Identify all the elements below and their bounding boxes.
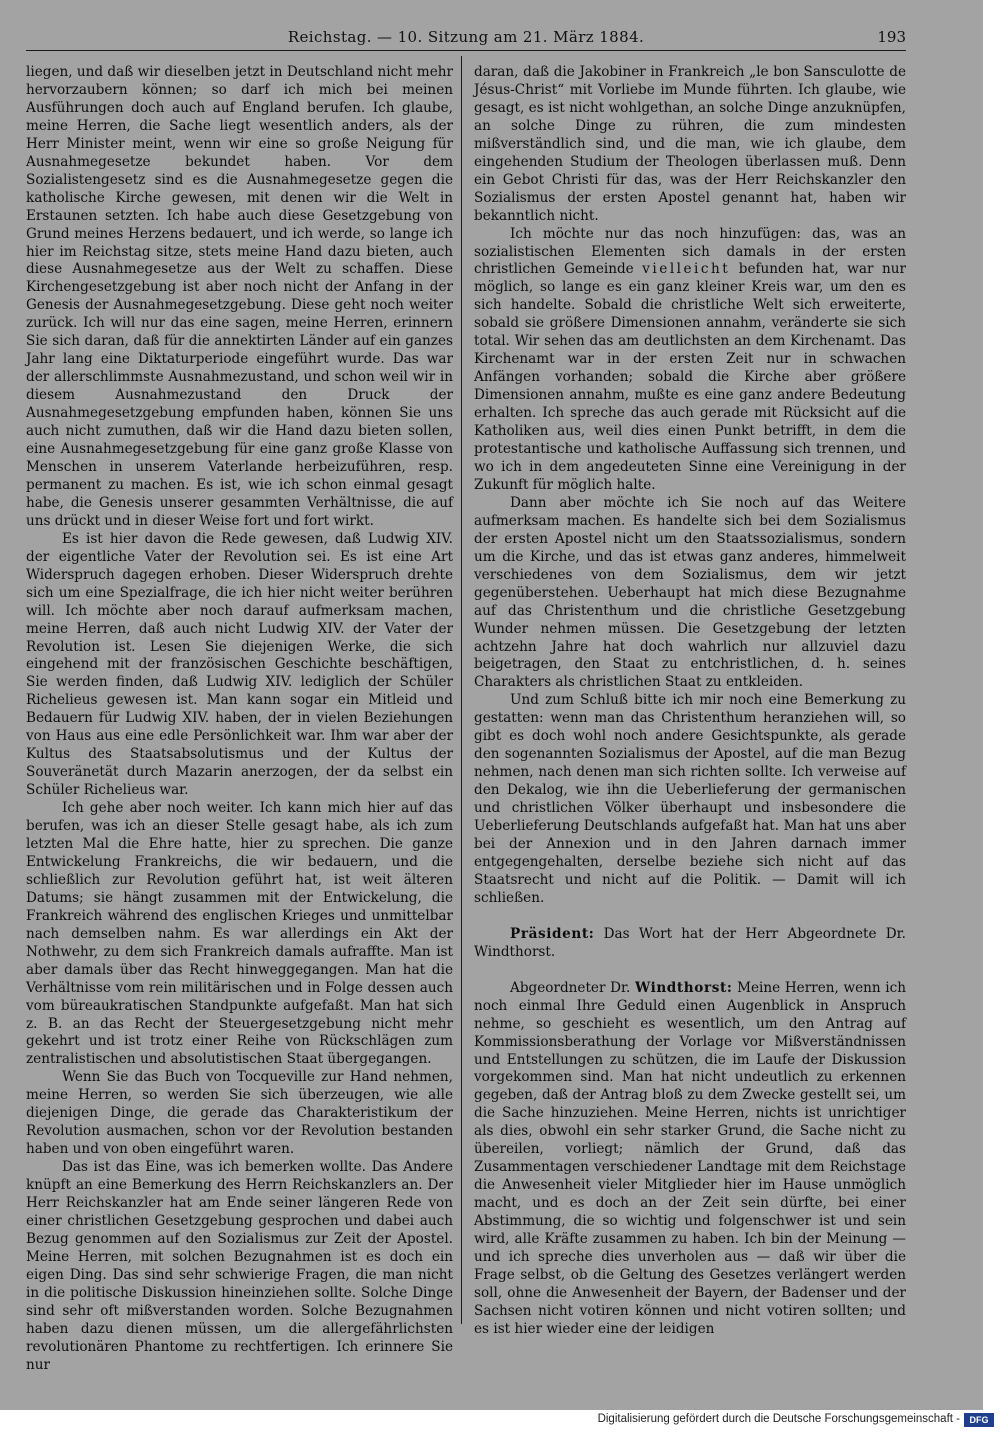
windthorst-speech [474,980,906,1339]
footer-bar [0,1410,1000,1432]
paragraph-text: befunden hat, war nur möglich, so lange es ein ganz kleiner Kreis war, um den es sich handelte. Sobald die christliche Welt sich erweiterte, sobald sie größere Dimensionen annahm, veränderte sie sich total. Wir sehen das am deutlichsten an dem Kirchenamt. Das Kirchenamt war in der ersten Zeit nur in schwachen Anfängen vorhanden; sobald die Kirche aber größere Dimensionen annahm, mußte es eine ganz andere Bedeutung erhalten. Ich spreche das auch gerade mit Rücksicht auf die Katholiken aus, weil dies einen Punkt betrifft, in dem die protestantische und katholische Auffassung sich trennen, und wo ich in dem angedeuteten Sinne eine Vereinigung in der Zukunft für möglich halte. [474,261,906,493]
scan-edge [983,0,1000,1410]
speaker-title: Abgeordneter Dr. [510,979,635,996]
president-statement [474,926,906,962]
speaker-name: Windthorst: [634,979,733,996]
page-number: 193 [877,28,906,46]
speech-text: Meine Herren, wenn ich noch einmal Ihre Geduld einen Augenblick in Anspruch nehme, so geschieht es wesentlich, um den Antrag auf Kommissionsberathung der Vorlage vor Mißverständnissen und Entstellungen zu schützen, die im Laufe der Diskussion vorgekommen sind. Man hat nicht undeutlich zu erkennen gegeben, daß der Antrag bloß zu dem Zwecke gestellt sei, um die Sache hinzuziehen. Meine Herren, nichts ist unrichtiger als dies, obwohl ein sehr starker Grund, die Sache nicht zu übereilen, vorliegt; nämlich der Grund, daß das Zusammentagen verschiedener Landtage mit dem Reichstage die Anwesenheit vieler Mitglieder hier im Hause unmöglich macht, und es doch an der Zeit sein dürfte, bei einer Abstimmung, die so wichtig und folgenschwer ist und sein wird, alle Kräfte zusammen zu haben. Ich bin der Meinung — und ich spreche dies unverholen aus — daß wir über die Frage selbst, ob die Geltung des Gesetzes verlängert werden soll, ohne die Anwesenheit der Bayern, der Badenser und der Sachsen nicht votiren können und nicht votiren sollten; und es ist hier wieder eine der leidigen [474,979,906,1337]
emphasized-word: vielleicht [642,261,731,278]
paragraph [474,226,906,495]
paragraph: Dann aber möchte ich Sie noch auf das Weitere aufmerksam machen. Es handelte sich bei dem Sozialismus der ersten Apostel nicht um den Staatssozialismus, sondern um die Kirche, und das ist etwas ganz anderes, himmelweit verschiedenes von dem Sozialismus, dem wir jetzt gegenüberstehen. Ueberhaupt hat mich diese Bezugnahme auf das Christenthum und die christliche Gesetzgebung Wunder nehmen müssen. Die Gesetzgebung der letzten achtzehn Jahre hat doch wahrlich nur allzuviel dazu beigetragen, den Staat zu entchristlichen, d. h. seines Charakters als christlichen Staat zu entkleiden. [474,494,906,691]
paragraph: Wenn Sie das Buch von Tocqueville zur Hand nehmen, meine Herren, so werden Sie sich überzeugen, wie alle diejenigen Dinge, die gerade das Charakteristikum der Revolution ausmachen, schon vor der Revolution bestanden haben und von oben eingeführt waren. [26,1069,453,1158]
paragraph: Und zum Schluß bitte ich mir noch eine Bemerkung zu gestatten: wenn man das Christenthum heranziehen will, so gibt es doch wohl noch andere Gesichtspunkte, als gerade den sogenannten Sozialismus der Apostel, auf die man Bezug nehmen, nach denen man sich richten sollte. Ich verweise auf den Dekalog, wie ihn die Ueberlieferung der germanischen und christlichen Völker überhaupt und insbesondere die Ueberlieferung Deutschlands aufgefaßt hat. Man hat uns aber bei der Annexion und in den Jahren darnach immer entgegengehalten, derselbe beziehe sich nicht auf das Staatsrecht und nicht auf die Politik. — Damit will ich schließen. [474,692,906,906]
header-rule [26,50,906,51]
page-header [26,28,906,50]
running-title: Reichstag. — 10. Sitzung am 21. März 1884. [287,28,645,46]
paragraph-text: Ich möchte nur das noch hinzufügen: das, was an sozialistischen Elementen sich damals in der ersten christlichen Gemeinde [474,225,906,278]
speaker-label: Präsident: [510,925,595,942]
left-column [26,64,453,1375]
statement-text: Das Wort hat der Herr Abgeordnete Dr. Windthorst. [474,925,906,960]
paragraph: Ich gehe aber noch weiter. Ich kann mich hier auf das berufen, was ich an dieser Stelle gesagt habe, als ich zum letzten Mal die Ehre hatte, hier zu sprechen. Die ganze Entwickelung Frankreichs, die wir bedauern, und die schließlich zur Revolution geführt hat, ist weit älteren Datums; sie hängt zusammen mit der Entwickelung, die Frankreich während des englischen Krieges und unmittelbar nach demselben nahm. Es war allerdings ein Akt der Nothwehr, zu dem sich Frankreich damals aufraffte. Man ist aber damals über das Recht hinweggegangen. Man hat die Verhältnisse vom rein militärischen und in Folge dessen auch vom büreaukratischen Standpunkte aufgefaßt. Man hat sich z. B. an das Recht der Steuergesetzgebung nicht mehr gekehrt und ist trotz einer Reihe von Rückschlägen zum zentralistischen und absolutistischen Staat übergegangen. [26,800,453,1068]
paragraph: Es ist hier davon die Rede gewesen, daß Ludwig XIV. der eigentliche Vater der Revolution sei. Es ist eine Art Widerspruch dagegen erhoben. Dieser Widerspruch drehte sich um eine Spezialfrage, die ich hier nicht weiter berühren will. Ich möchte aber noch darauf aufmerksam machen, meine Herren, daß auch nicht Ludwig XIV. der Vater der Revolution ist. Lesen Sie diejenigen Werke, die sich eingehend mit der französischen Geschichte beschäftigen, Sie werden finden, daß Ludwig XIV. lediglich der Schüler Richelieus gewesen ist. Man kann sogar ein Mitleid und Bedauern für Ludwig XIV. haben, der in vielen Beziehungen von Haus aus eine edle Persönlichkeit war. Ihm war aber der Kultus des Staatsabsolutismus und der Kultus der Souveränetät durch Mazarin anerzogen, der da selbst ein Schüler Richelieus war. [26,530,453,799]
paragraph: Das ist das Eine, was ich bemerken wollte. Das Andere knüpft an eine Bemerkung des Herrn Reichskanzlers an. Der Herr Reichskanzler hat am Ende seiner längeren Rede von einer christlichen Gesetzgebung gesprochen und dabei auch Bezug genommen auf den Sozialismus zur Zeit der Apostel. Meine Herren, mit solchen Bezugnahmen ist es doch ein eigen Ding. Das sind sehr schwierige Fragen, die man nicht in die politische Diskussion hineinziehen sollte. Solche Dinge sind sehr oft mißverstanden worden. Solche Bezugnahmen haben dazu dienen müssen, um die allergefährlichsten revolutionären Phantome zu rechtfertigen. Ich erinnere Sie nur [26,1159,453,1373]
right-column [474,64,906,1339]
paragraph: daran, daß die Jakobiner in Frankreich „le bon Sansculotte de Jésus-Christ“ mit Vorliebe im Munde führten. Ich glaube, wie gesagt, es ist nicht wohlgethan, an solche Dinge anzuknüpfen, an solche Dinge zu rühren, die zum mindesten mißverständlich sind, und die man, wie ich glaube, dem eingehenden Studium der Theologen überlassen muß. Denn ein Gebot Christi für das, was der Herr Reichskanzler den Sozialismus der ersten Apostel genannt hat, haben wir bekanntlich nicht. [474,64,906,224]
paragraph: liegen, und daß wir dieselben jetzt in Deutschland nicht mehr hervorzaubern können; so darf ich mich bei meinen Ausführungen doch auch auf England berufen. Ich glaube, meine Herren, die Sache liegt wesentlich anders, als der Herr Minister meint, wenn wir eine so große Neigung für Ausnahmegesetze bekundet haben. Vor dem Sozialistengesetz sind es die Ausnahmegesetze gegen die katholische Kirche gewesen, mit denen wir die Welt in Erstaunen setzten. Ich habe auch diese Gesetzgebung von Grund meines Herzens bedauert, und ich werde, so lange ich hier im Reichstag sitze, stets meine Hand dazu bieten, auch diese Ausnahmegesetze aus der Welt zu schaffen. Diese Kirchengesetzgebung ist aber noch nicht der Anfang in der Genesis der Ausnahmegesetzgebung. Diese geht noch weiter zurück. Ich will nur das eine sagen, meine Herren, erinnern Sie sich daran, daß für die annektirten Länder auf ein ganzes Jahr lang eine Diktaturperiode eingeführt wurde. Das war der allerschlimmste Ausnahmezustand, und schon weil wir in diesem Ausnahmezustand den Druck der Ausnahmegesetzgebung empfunden haben, können Sie uns auch nicht zumuthen, daß wir die Hand dazu bieten sollen, eine Ausnahmegesetzgebung für eine ganz große Klasse von Menschen in unserem Vaterlande herbeizuführen, resp. permanent zu machen. Es ist, wie ich schon einmal gesagt habe, die Genesis unserer gesammten Verhältnisse, die auf uns drückt und in dieser Weise fort und fort wirkt. [26,64,453,529]
dfg-logo: DFG [964,1413,994,1427]
digitization-credit: Digitalisierung gefördert durch die Deutsche Forschungsgemeinschaft - [597,1413,960,1425]
column-divider [461,56,462,1324]
